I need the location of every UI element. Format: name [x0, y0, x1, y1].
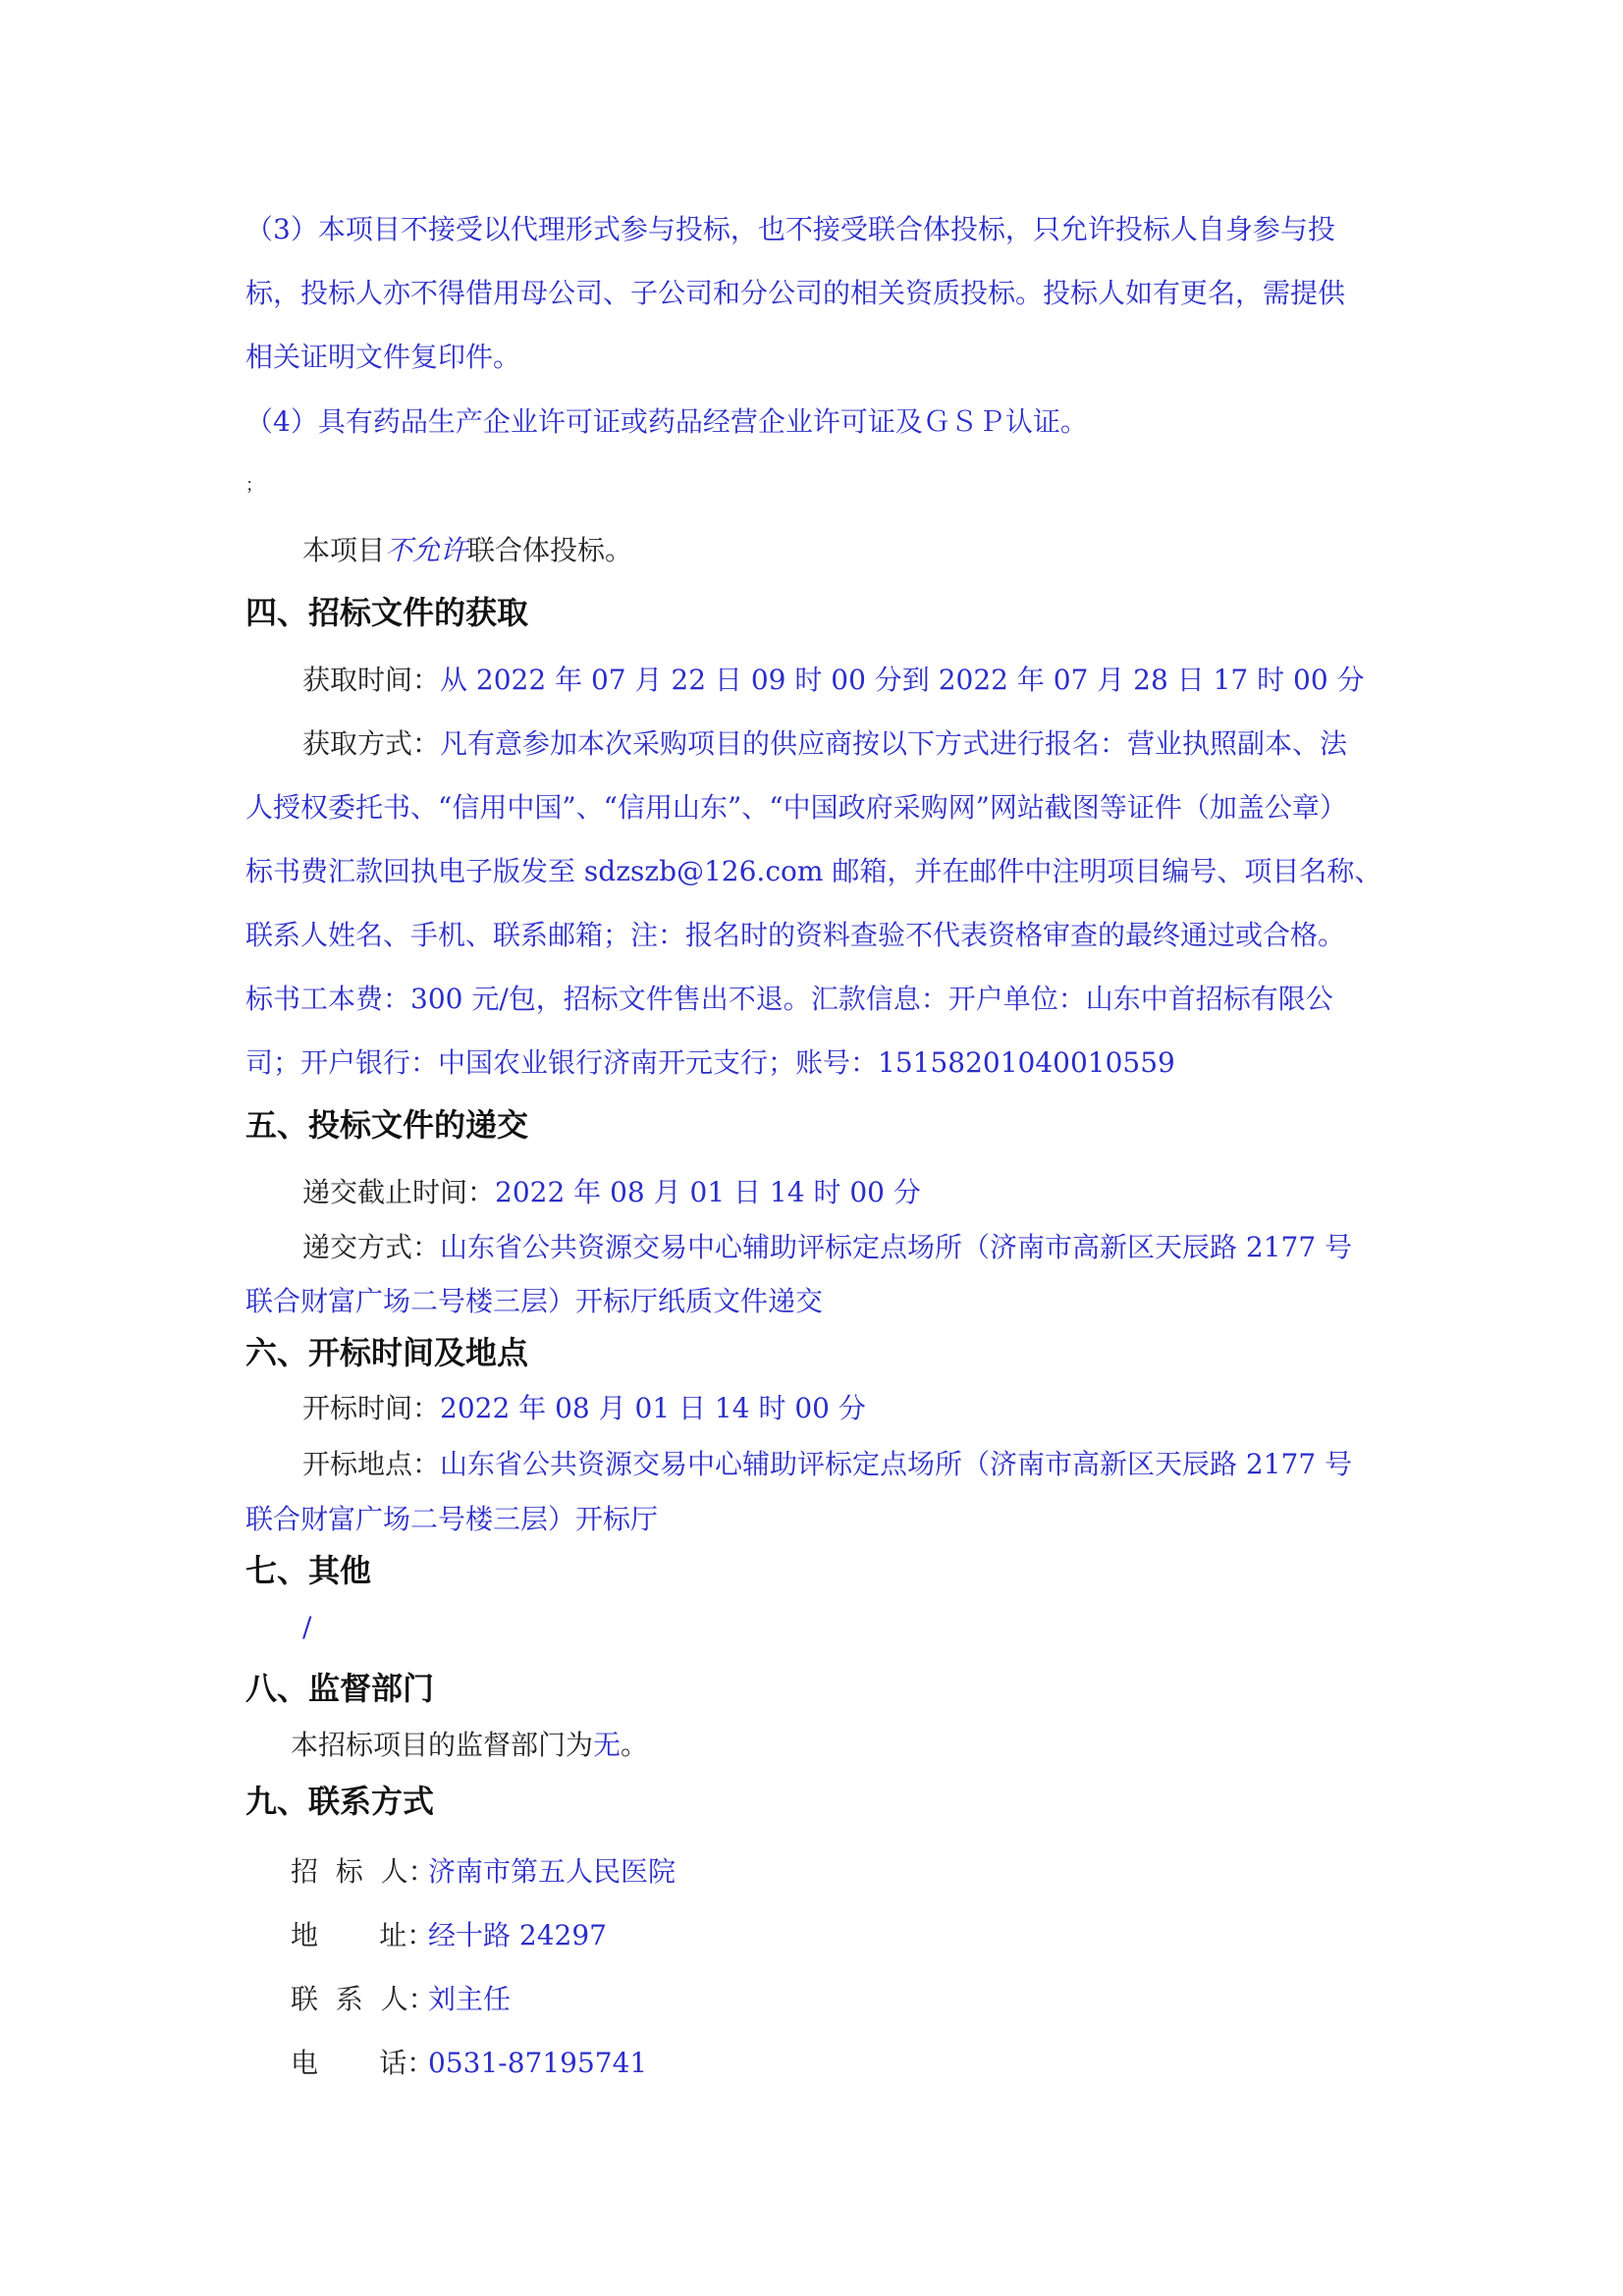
sec5-method-line2: 联合财富广场二号楼三层）开标厅纸质文件递交 — [245, 1285, 824, 1317]
sec6-place — [302, 1445, 1441, 1484]
p3-line1: （3）本项目不接受以代理形式参与投标，也不接受联合体投标，只允许投标人自身参与投 — [245, 213, 1335, 245]
contact-row — [291, 1852, 1430, 1892]
sec6-time-label: 开标时间： — [302, 1392, 441, 1424]
contact-row — [291, 2044, 1430, 2083]
section-6-heading: 六、开标时间及地点 — [245, 1334, 529, 1371]
section-8-heading: 八、监督部门 — [245, 1670, 435, 1707]
sec4-method-line4: 联系人姓名、手机、联系邮箱；注：报名时的资料查验不代表资格审查的最终通过或合格。 — [245, 919, 1346, 951]
sec8-suffix: 。 — [621, 1729, 649, 1761]
section-7-heading: 七、其他 — [245, 1552, 372, 1589]
sec4-method-line5: 标书工本费：300 元/包，招标文件售出不退。汇款信息：开户单位：山东中首招标有限公 — [245, 983, 1333, 1015]
p3-line2: 标，投标人亦不得借用母公司、子公司和分公司的相关资质投标。投标人如有更名，需提供 — [245, 277, 1346, 309]
sec6-time — [302, 1389, 1441, 1428]
consortium-value: 不允许 — [385, 534, 468, 566]
contact-label: 电 话： — [291, 2047, 435, 2079]
contact-value: 经十路 24297 — [428, 1919, 607, 1951]
sec5-deadline-label: 递交截止时间： — [302, 1176, 496, 1208]
section-5-heading: 五、投标文件的递交 — [245, 1106, 529, 1144]
sec7-value: / — [302, 1611, 312, 1643]
semicolon-mark: ； — [245, 475, 263, 496]
contact-row — [291, 1980, 1430, 2019]
sec4-method-line6: 司；开户银行：中国农业银行济南开元支行；账号：15158201040010559 — [245, 1046, 1175, 1079]
sec6-place-label: 开标地点： — [302, 1448, 441, 1480]
sec5-method-line1: 山东省公共资源交易中心辅助评标定点场所（济南市高新区天辰路 2177 号 — [440, 1231, 1353, 1263]
sec4-time-value: 从 2022 年 07 月 22 日 09 时 00 分到 2022 年 07 月 28 日 17 时 00 分 — [440, 664, 1365, 696]
sec5-method-label: 递交方式： — [302, 1231, 441, 1263]
section-4-heading: 四、招标文件的获取 — [245, 594, 529, 631]
sec4-time — [302, 661, 1441, 700]
sec5-deadline-value: 2022 年 08 月 01 日 14 时 00 分 — [495, 1176, 921, 1208]
contact-label: 招 标 人： — [291, 1855, 436, 1888]
consortium-line — [302, 531, 1441, 570]
contact-value: 济南市第五人民医院 — [428, 1855, 676, 1888]
contact-value: 刘主任 — [428, 1983, 512, 2015]
consortium-prefix: 本项目 — [302, 534, 386, 566]
sec8-value: 无 — [593, 1729, 622, 1761]
sec5-method — [302, 1228, 1441, 1267]
contact-label: 地 址： — [291, 1919, 435, 1951]
sec6-place-line2: 联合财富广场二号楼三层）开标厅 — [245, 1503, 659, 1535]
sec4-method-line2: 人授权委托书、“信用中国”、“信用山东”、“中国政府采购网”网站截图等证件（加盖公章） — [245, 791, 1347, 824]
sec8-line — [291, 1726, 1430, 1765]
sec5-deadline — [302, 1173, 1441, 1212]
section-9-heading: 九、联系方式 — [245, 1783, 435, 1820]
sec6-time-value: 2022 年 08 月 01 日 14 时 00 分 — [440, 1392, 866, 1424]
sec4-method-line1: 凡有意参加本次采购项目的供应商按以下方式进行报名：营业执照副本、法 — [440, 727, 1348, 760]
sec6-place-line1: 山东省公共资源交易中心辅助评标定点场所（济南市高新区天辰路 2177 号 — [440, 1448, 1353, 1480]
sec4-time-label: 获取时间： — [302, 664, 441, 696]
p3-line3: 相关证明文件复印件。 — [245, 341, 521, 373]
sec4-method-label: 获取方式： — [302, 727, 441, 760]
contact-label: 联 系 人： — [291, 1983, 436, 2015]
consortium-suffix: 联合体投标。 — [467, 534, 633, 566]
sec4-method — [302, 724, 1441, 764]
sec4-method-line3: 标书费汇款回执电子版发至 sdzszb@126.com 邮箱，并在邮件中注明项目编号、项目名称、 — [245, 855, 1382, 887]
p4-line: （4）具有药品生产企业许可证或药品经营企业许可证及ＧＳＰ认证。 — [245, 405, 1088, 438]
sec8-prefix: 本招标项目的监督部门为 — [291, 1729, 594, 1761]
contact-row — [291, 1916, 1430, 1955]
contact-value: 0531-87195741 — [428, 2047, 648, 2079]
